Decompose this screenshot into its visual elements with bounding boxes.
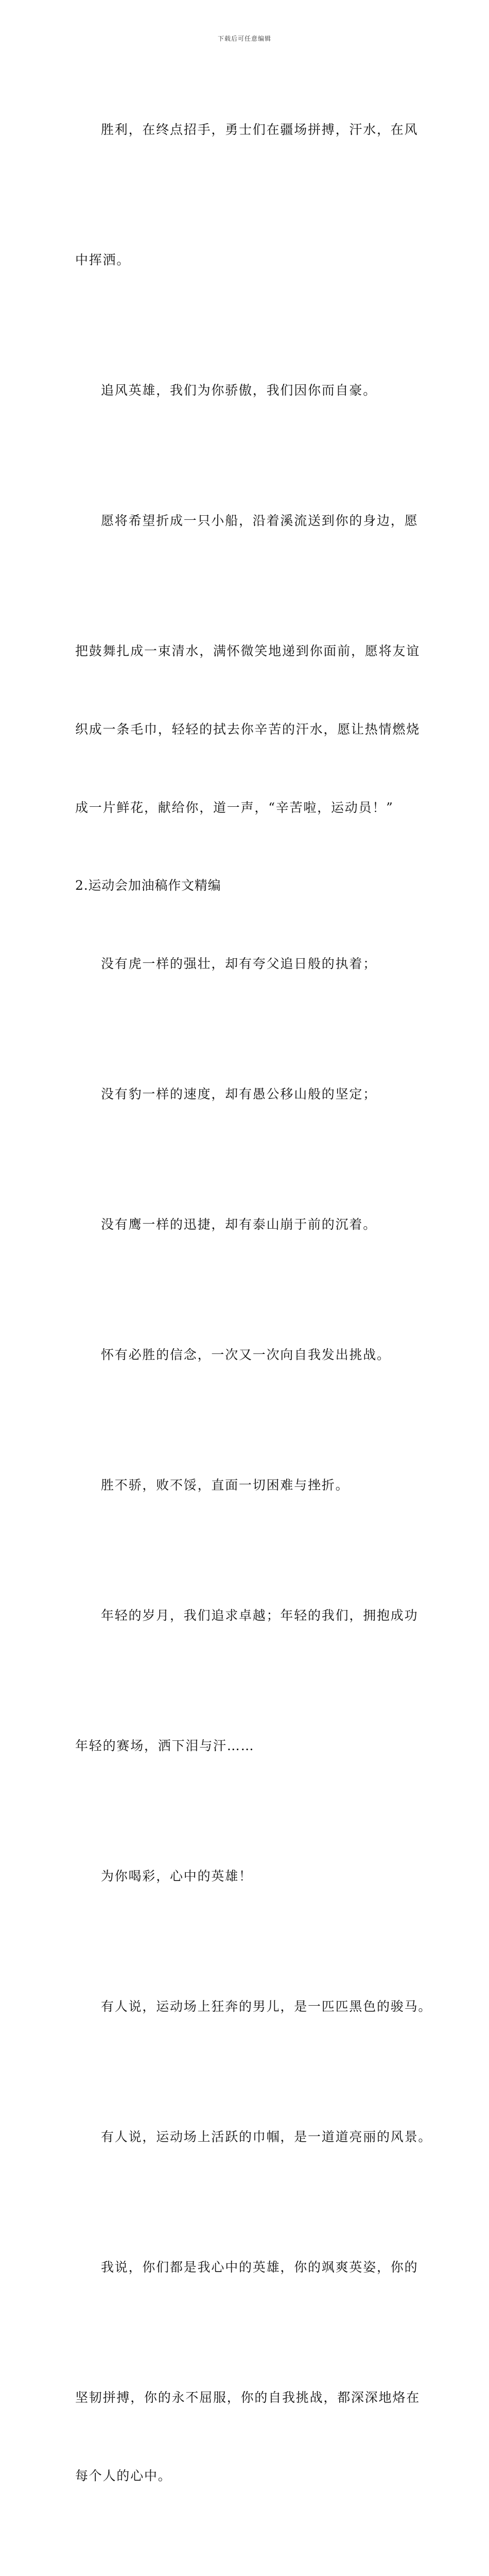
paragraph — [75, 899, 415, 1029]
paragraph-continuation — [75, 1681, 415, 1811]
text-line: 坚韧拼搏，你的永不屈服，你的自我挑战，都深深地烙在 — [75, 2389, 421, 2405]
text-line: 每个人的心中。 — [75, 2468, 172, 2483]
text-line: 中挥洒。 — [75, 252, 131, 268]
paragraph-continuation — [75, 2333, 421, 2541]
section-heading: 2.运动会加油稿作文精编 — [75, 878, 221, 893]
text-line: 胜利，在终点招手，勇士们在疆场拼搏，汗水，在风 — [101, 122, 418, 138]
document-body — [75, 65, 432, 2576]
paragraph — [75, 65, 418, 195]
text-line: 追风英雄，我们为你骄傲，我们因你而自豪。 — [101, 383, 377, 398]
paragraph — [75, 2072, 432, 2202]
text-line: 胜不骄，败不馁，直面一切困难与挫折。 — [101, 1478, 350, 1493]
text-line: 愿将希望折成一只小船，沿着溪流送到你的身边，愿 — [101, 513, 418, 529]
paragraph — [75, 1420, 415, 1551]
text-line: 为你喝彩，心中的英雄！ — [101, 1868, 253, 1884]
text-line: 没有鹰一样的迅捷，却有泰山崩于前的沉着。 — [101, 1217, 377, 1232]
paragraph — [75, 1942, 432, 2072]
text-line: 成一片鲜花，献给你，道一声，“辛苦啦，运动员！” — [75, 800, 394, 815]
paragraph-continuation — [75, 195, 415, 326]
text-line: 有人说，运动场上狂奔的男儿，是一匹匹黑色的骏马。 — [101, 1998, 432, 2014]
paragraph — [75, 1551, 418, 1681]
paragraph — [75, 456, 418, 586]
paragraph-continuation — [75, 586, 421, 873]
paragraph — [75, 1811, 415, 1942]
text-line: 年轻的赛场，洒下泪与汗…… — [75, 1738, 255, 1753]
text-line: 织成一条毛巾，轻轻的拭去你辛苦的汗水，愿让热情燃烧 — [75, 721, 421, 737]
text-line: 年轻的岁月，我们追求卓越；年轻的我们，拥抱成功 — [101, 1608, 418, 1623]
text-line: 我说，你们都是我心中的英雄，你的飒爽英姿，你的 — [101, 2259, 418, 2275]
paragraph — [75, 2541, 415, 2576]
page-header: 下载后可任意编辑 — [217, 35, 271, 42]
text-line: 把鼓舞扎成一束清水，满怀微笑地递到你面前，愿将友谊 — [75, 643, 421, 659]
paragraph — [75, 326, 415, 456]
paragraph — [75, 1290, 415, 1420]
paragraph — [75, 1029, 415, 1160]
text-line: 怀有必胜的信念，一次又一次向自我发出挑战。 — [101, 1347, 391, 1363]
text-line: 有人说，运动场上活跃的巾帼，是一道道亮丽的风景。 — [101, 2129, 432, 2144]
text-line: 没有虎一样的强壮，却有夸父追日般的执着； — [101, 956, 377, 972]
paragraph — [75, 1160, 415, 1290]
text-line: 没有豹一样的速度，却有愚公移山般的坚定； — [101, 1087, 377, 1102]
paragraph — [75, 2202, 418, 2333]
